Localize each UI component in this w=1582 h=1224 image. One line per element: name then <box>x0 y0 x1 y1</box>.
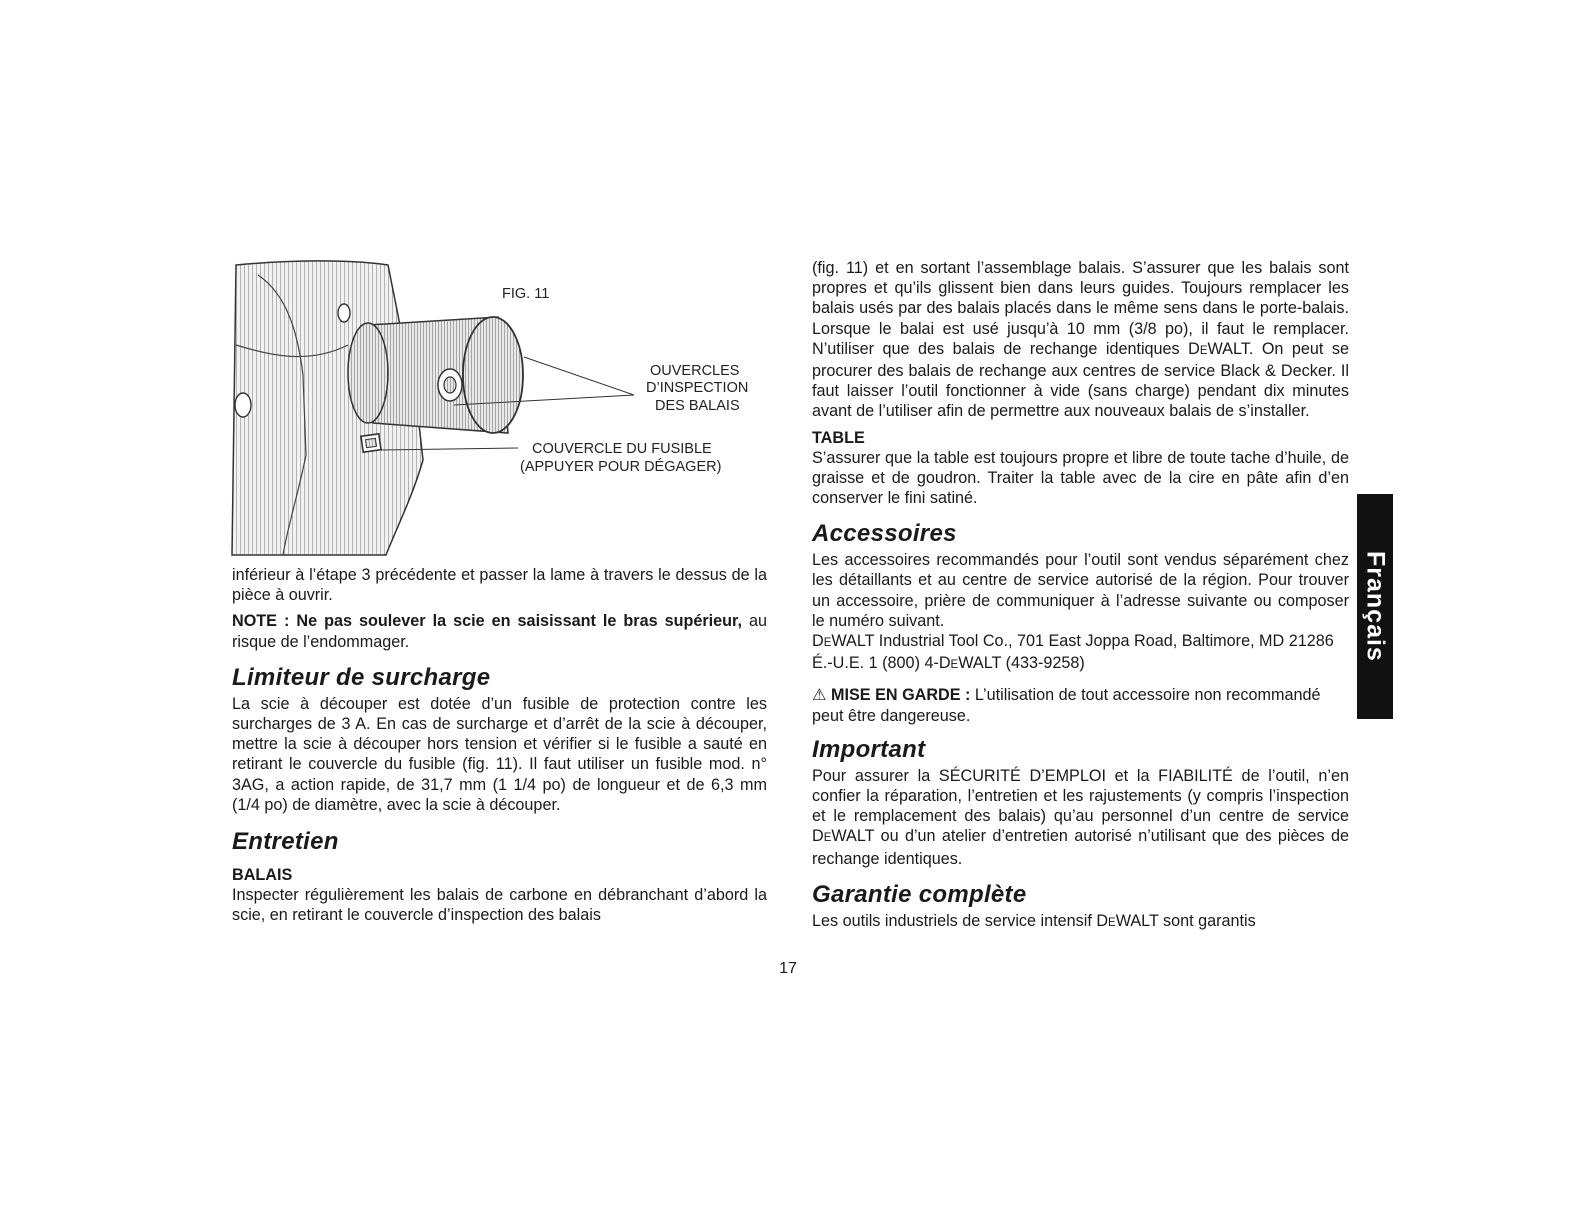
brand-small-e: E <box>1199 344 1208 357</box>
figure-title: FIG. 11 <box>502 286 550 302</box>
intro-paragraph: inférieur à l’étape 3 précédente et passer la lame à travers le dessus de la pièce à ouvrir. <box>232 566 767 605</box>
subheading-balais: BALAIS <box>232 866 293 885</box>
warning-bold: MISE EN GARDE : <box>831 686 971 705</box>
right-column <box>812 258 1349 933</box>
balais-paragraph: Inspecter régulièrement les balais de carbone en débranchant d’abord la scie, en retirant le couvercle d’inspection des balais <box>232 886 767 925</box>
balais-cont-a: (fig. 11) et en sortant l’assemblage balais. S’assurer que les balais sont propres et qu’ils glissent bien dans leurs guides. Toujours remplacer les balais usés par des balais placés dans le même sens dans le porte-balais. Lorsque le balai est usé jusqu’à 10 mm (3/8 po), il faut le remplacer. N’utiliser que des balais de rechange identiques D <box>812 259 1349 358</box>
warning-icon: ⚠ <box>812 686 827 705</box>
balais-cont-b: WALT. On peut se procurer des balais de rechange aux centres de service Black & Decker. Il faut laisser l’outil fonctionner à vide (sans charge) pendant dix minutes avant de l’utiliser afin de permettre aux nouveaux balais de s’installer. <box>812 339 1349 421</box>
language-tab-label: Français <box>1361 551 1390 662</box>
language-tab <box>1357 494 1393 719</box>
heading-entretien: Entretien <box>232 828 339 856</box>
subheading-table: TABLE <box>812 428 865 447</box>
garantie-b: WALT sont garantis <box>1115 911 1256 930</box>
brush-callout-line-1: OUVERCLES <box>650 363 740 379</box>
note-paragraph <box>232 611 767 651</box>
heading-limiteur: Limiteur de surcharge <box>232 663 491 691</box>
page-number: 17 <box>779 960 797 977</box>
left-column <box>232 565 767 925</box>
fuse-callout-line-2: (APPUYER POUR DÉGAGER) <box>520 459 722 475</box>
note-rest: au risque de l’endommager. <box>232 612 767 651</box>
important-paragraph <box>812 766 1349 869</box>
brand-small-e: E <box>823 832 832 845</box>
important-a: Pour assurer la SÉCURITÉ D’EMPLOI et la FIABILITÉ de l’outil, n’en confier la réparation, l’entretien et les rajustements (y compris l’inspection et le remplacement des balais) qu’au personnel d’un centre de service D <box>812 766 1349 846</box>
warning-text: L’utilisation de tout accessoire non recommandé peut être dangereuse. <box>812 686 1321 725</box>
brand-small-e: E <box>823 637 832 650</box>
brush-callout-line-2: D’INSPECTION <box>646 380 749 396</box>
brush-callout-line-3: DES BALAIS <box>655 398 740 414</box>
heading-accessoires: Accessoires <box>812 520 957 548</box>
warning-paragraph <box>812 685 1349 725</box>
garantie-a: Les outils industriels de service intensif D <box>812 911 1109 930</box>
table-paragraph: S’assurer que la table est toujours propre et libre de toute tache d’huile, de graisse et de goudron. Traiter la table avec de la cire en pâte afin d’en conserver le fini satiné. <box>812 448 1349 508</box>
note-bold: NOTE : Ne pas soulever la scie en saisissant le bras supérieur, <box>232 612 742 631</box>
heading-garantie: Garantie complète <box>812 880 1027 908</box>
fig-11 <box>228 255 768 560</box>
brand-small-e: E <box>950 659 959 672</box>
fuse-callout-line-1: COUVERCLE DU FUSIBLE <box>532 441 712 457</box>
addr-c: WALT (433-9258) <box>958 654 1085 673</box>
important-b: WALT ou d’un atelier d’entretien autorisé n’utilisant que des pièces de rechange identiques. <box>812 827 1349 868</box>
brand-small-e: E <box>1108 916 1116 929</box>
address-paragraph <box>812 631 1349 675</box>
balais-continued-paragraph <box>812 258 1349 422</box>
limiteur-paragraph: La scie à découper est dotée d’un fusible de protection contre les surcharges de 3 A. En cas de surcharge et d’arrêt de la scie à découper, mettre la scie à découper hors tension et vérifier si le fusible a sauté en retirant le couvercle du fusible (fig. 11). Il faut utiliser un fusible mod. n° 3AG, a action rapide, de 31,7 mm (1 1/4 po) de longueur et de 6,3 mm (1/4 po) de diamètre, avec la scie à découper. <box>232 694 767 814</box>
addr-b: WALT Industrial Tool Co., 701 East Joppa Road, Baltimore, MD 21286 É.-U.E. 1 (800) 4-D <box>812 632 1334 673</box>
garantie-paragraph <box>812 911 1349 933</box>
accessoires-paragraph: Les accessoires recommandés pour l’outil sont vendus séparément chez les détaillants et au centre de service autorisé de la région. Pour trouver un accessoire, prière de communiquer à l’adresse suivante ou composer le numéro suivant. <box>812 551 1349 630</box>
addr-a: D <box>812 632 824 651</box>
heading-important: Important <box>812 735 926 763</box>
